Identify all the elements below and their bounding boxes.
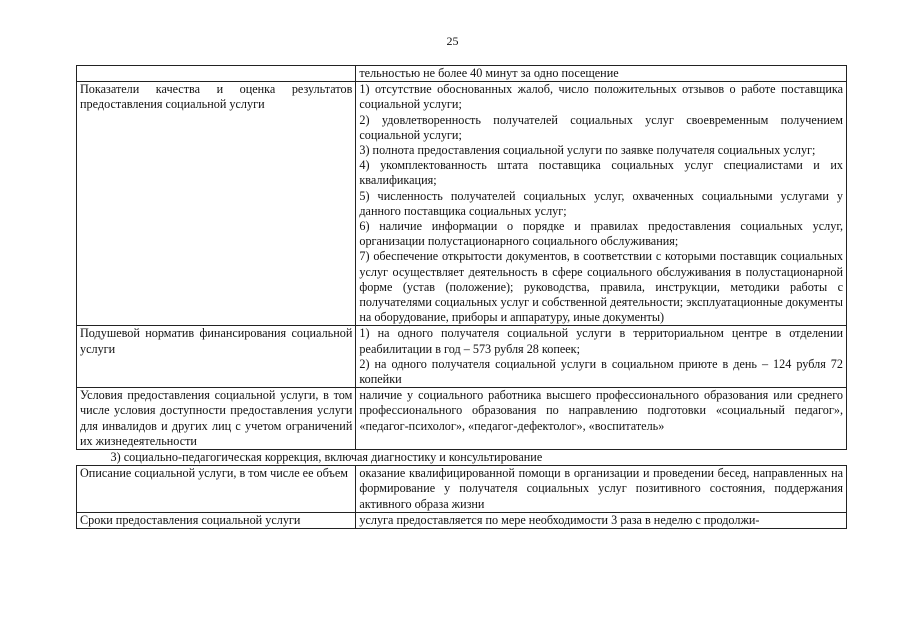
value-paragraph: 2) на одного получателя социальной услуги в социальном приюте в день – 124 рубля 72 копейки bbox=[359, 356, 843, 387]
row-label: Условия предоставления социальной услуги, в том числе условия доступности предоставления услуги для инвалидов и других лиц с учетом ограничений их жизнедеятельности bbox=[77, 388, 356, 450]
row-value bbox=[356, 512, 847, 528]
value-paragraph: 1) на одного получателя социальной услуги в территориальном центре в отделении реабилитации в год – 573 рубля 28 копеек; bbox=[359, 326, 843, 356]
service-standard-table bbox=[76, 65, 847, 529]
value-paragraph: 5) численность получателей социальных услуг, охваченных социальными услугами у данного поставщика социальных услуг; bbox=[359, 188, 843, 218]
table-row bbox=[77, 326, 847, 388]
page-number: 25 bbox=[446, 34, 459, 48]
table-row bbox=[77, 82, 847, 326]
value-paragraph: 3) полнота предоставления социальной услуги по заявке получателя социальных услуг; bbox=[359, 143, 816, 158]
row-value bbox=[356, 466, 847, 513]
value-paragraph: 4) укомплектованность штата поставщика социальных услуг специалистами и их квалификация; bbox=[359, 158, 843, 188]
section-heading: 3) социально-педагогическая коррекция, включая диагностику и консультирование bbox=[77, 450, 847, 466]
table-row bbox=[77, 388, 847, 450]
row-label: Показатели качества и оценка результатов предоставления социальной услуги bbox=[77, 82, 356, 326]
row-value bbox=[356, 66, 847, 82]
value-paragraph: наличие у социального работника высшего профессионального образования или среднего профессионального образования по направлению подготовки «социальный педагог», «педагог-психолог», «педагог-дефектолог», «воспитатель» bbox=[359, 388, 843, 433]
row-label bbox=[77, 66, 356, 82]
value-paragraph: оказание квалифицированной помощи в организации и проведении бесед, направленных на формирование у получателя социальных услуг позитивного состояния, поддержания активного образа жизни bbox=[359, 466, 843, 511]
row-value bbox=[356, 388, 847, 450]
table-row bbox=[77, 66, 847, 82]
value-paragraph: 1) отсутствие обоснованных жалоб, число положительных отзывов о работе поставщика социальной услуги; bbox=[359, 82, 843, 112]
table-row bbox=[77, 512, 847, 528]
value-paragraph: 7) обеспечение открытости документов, в соответствии с которыми поставщик социальных услуг осуществляет деятельность в сфере социального обслуживания в полустационарной форме (устав (положение); руководства, правила, инструкции, методики работы с получателями социальных услуг и собственной деятельности; эксплуатационные документы на оборудование, приборы и аппаратуру, иные документы) bbox=[359, 249, 843, 325]
section-heading-row bbox=[77, 450, 847, 466]
value-paragraph: тельностью не более 40 минут за одно посещение bbox=[359, 66, 619, 80]
row-value bbox=[356, 82, 847, 326]
value-paragraph: 2) удовлетворенность получателей социальных услуг своевременным получением социальной услуги; bbox=[359, 112, 843, 142]
row-value bbox=[356, 326, 847, 388]
row-label: Сроки предоставления социальной услуги bbox=[77, 512, 356, 528]
row-label: Описание социальной услуги, в том числе ее объем bbox=[77, 466, 356, 513]
value-paragraph: 6) наличие информации о порядке и правилах предоставления социальных услуг, организации полустационарного социального обслуживания; bbox=[359, 219, 843, 249]
value-paragraph: услуга предоставляется по мере необходимости 3 раза в неделю с продолжи- bbox=[359, 512, 760, 527]
table-row bbox=[77, 466, 847, 513]
row-label: Подушевой норматив финансирования социальной услуги bbox=[77, 326, 356, 388]
